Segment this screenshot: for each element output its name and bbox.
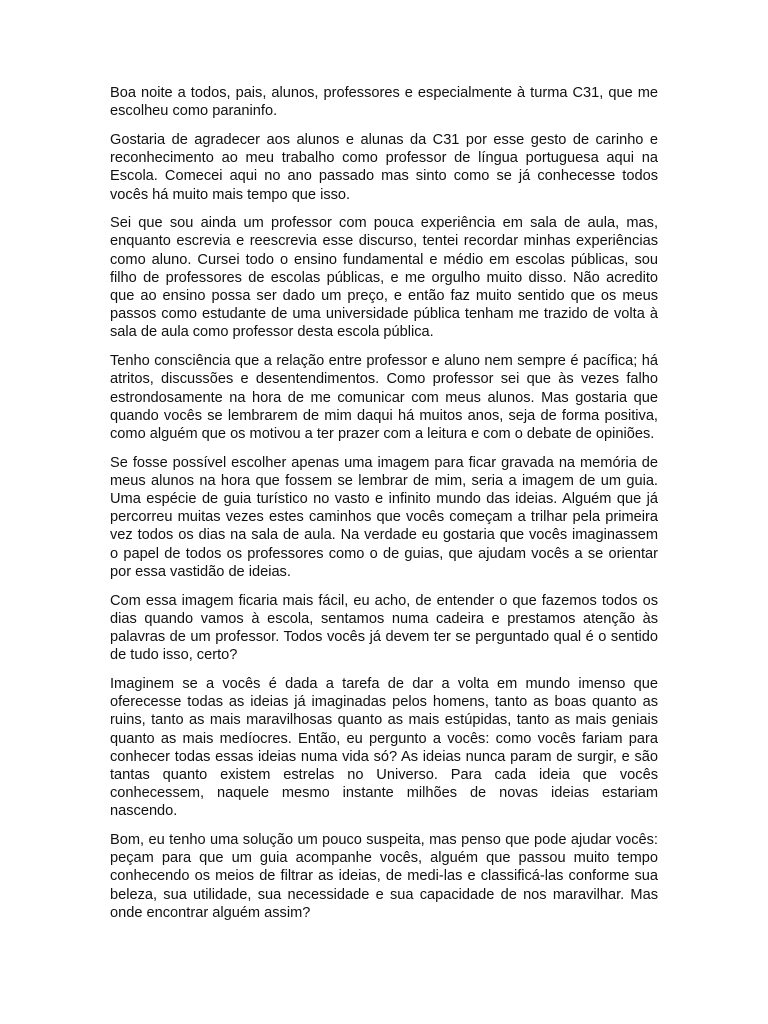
paragraph-2: Gostaria de agradecer aos alunos e alunas da C31 por esse gesto de carinho e reconhecimento ao meu trabalho como professor de língua portuguesa aqui na Escola. Comecei aqui no ano passado mas sinto como se já conhecesse todos vocês há muito mais tempo que isso. (110, 131, 658, 203)
paragraph-1: Boa noite a todos, pais, alunos, professores e especialmente à turma C31, que me escolheu como paraninfo. (110, 85, 658, 120)
paragraph-4: Tenho consciência que a relação entre professor e aluno nem sempre é pacífica; há atritos, discussões e desentendimentos. Como professor sei que às vezes falho estrondosamente na hora de me comunicar com meus alunos. Mas gostaria que quando vocês se lembrarem de mim daqui há muitos anos, seja de forma positiva, como alguém que os motivou a ter prazer com a leitura e com o debate de opiniões. (110, 353, 658, 442)
paragraph-7: Imaginem se a vocês é dada a tarefa de dar a volta em mundo imenso que oferecesse todas as ideias já imaginadas pelos homens, tanto as boas quanto as ruins, tanto as mais maravilhosas quanto as mais estúpidas, tanto as mais geniais quanto as mais medíocres. Então, eu pergunto a vocês: como vocês fariam para conhecer todas essas ideias numa vida só? As ideias nunca param de surgir, e são tantas quanto existem estrelas no Universo. Para cada ideia que vocês conhecessem, naquele mesmo instante milhões de novas ideias estariam nascendo. (110, 675, 658, 820)
paragraph-6: Com essa imagem ficaria mais fácil, eu acho, de entender o que fazemos todos os dias quando vamos à escola, sentamos numa cadeira e prestamos atenção às palavras de um professor. Todos vocês já devem ter se perguntado qual é o sentido de tudo isso, certo? (110, 592, 658, 664)
paragraph-5: Se fosse possível escolher apenas uma imagem para ficar gravada na memória de meus alunos na hora que fossem se lembrar de mim, seria a imagem de um guia. Uma espécie de guia turístico no vasto e infinito mundo das ideias. Alguém que já percorreu muitas vezes estes caminhos que vocês começam a trilhar pela primeira vez todos os dias na sala de aula. Na verdade eu gostaria que vocês imaginassem o papel de todos os professores como o de guias, que ajudam vocês a se orientar por essa vastidão de ideias. (110, 454, 658, 580)
paragraph-8: Bom, eu tenho uma solução um pouco suspeita, mas penso que pode ajudar vocês: peçam para que um guia acompanhe vocês, alguém que passou muito tempo conhecendo os meios de filtrar as ideias, de medi-las e classificá-las conforme sua beleza, sua utilidade, sua necessidade e sua capacidade de nos maravilhar. Mas onde encontrar alguém assim? (110, 832, 658, 921)
paragraph-3: Sei que sou ainda um professor com pouca experiência em sala de aula, mas, enquanto escrevia e reescrevia esse discurso, tentei recordar minhas experiências como aluno. Cursei todo o ensino fundamental e médio em escolas públicas, sou filho de professores de escolas públicas, e me orgulho muito disso. Não acredito que ao ensino possa ser dado um preço, e então faz muito sentido que os meus passos como estudante de uma universidade pública tenham me trazido de volta à sala de aula como professor desta escola pública. (110, 215, 658, 341)
speech-text (110, 84, 658, 933)
